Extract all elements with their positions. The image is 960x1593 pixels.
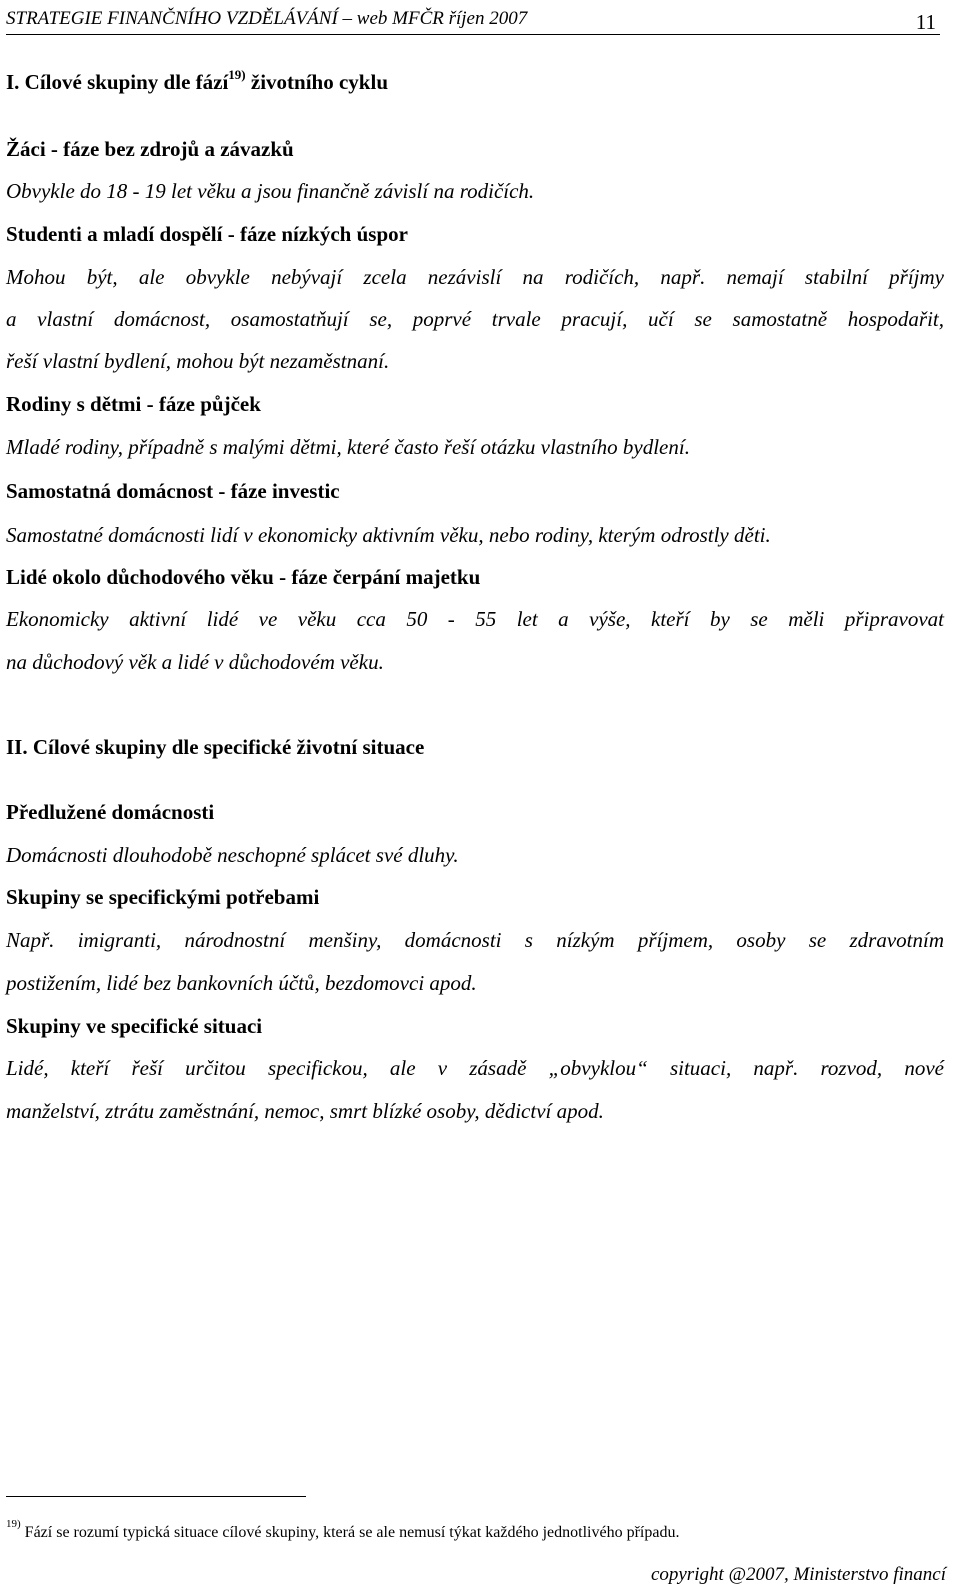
group-text-samostatna: Samostatné domácnosti lidí v ekonomicky aktivním věku, nebo rodiny, kterým odrostly děti. — [6, 523, 771, 547]
group-text-specificke-potreby-2: postižením, lidé bez bankovních účtů, bezdomovci apod. — [6, 971, 477, 995]
section-1-heading-text: I. Cílové skupiny dle fází — [6, 70, 229, 94]
group-text-rodiny: Mladé rodiny, případně s malými dětmi, které často řeší otázku vlastního bydlení. — [6, 435, 690, 459]
footnote-marker: 19) — [6, 1517, 21, 1530]
group-text-predluzene: Domácnosti dlouhodobě neschopné splácet své dluhy. — [6, 843, 459, 867]
group-title-specificka-situace: Skupiny ve specifické situaci — [6, 1014, 263, 1038]
group-text-duchod-1: Ekonomicky aktivní lidé ve věku cca 50 - 55 let a výše, kteří by se měli připravovat — [6, 607, 944, 631]
section-1-heading-suffix: životního cyklu — [245, 70, 388, 94]
page-number: 11 — [915, 10, 936, 34]
header-title: STRATEGIE FINANČNÍHO VZDĚLÁVÁNÍ – web MFČR říjen 2007 — [6, 8, 528, 29]
footnote-text: Fází se rozumí typická situace cílové skupiny, která se ale nemusí týkat každého jednotlivého případu. — [20, 1524, 680, 1541]
group-text-specificke-potreby-1: Např. imigranti, národnostní menšiny, domácnosti s nízkým příjmem, osoby se zdravotním — [6, 928, 944, 952]
group-text-studenti-3: řeší vlastní bydlení, mohou být nezaměstnaní. — [6, 349, 390, 373]
group-text-zaci: Obvykle do 18 - 19 let věku a jsou finančně závislí na rodičích. — [6, 179, 535, 203]
group-title-rodiny: Rodiny s dětmi - fáze půjček — [6, 392, 261, 416]
group-title-specificke-potreby: Skupiny se specifickými potřebami — [6, 885, 320, 909]
footnote-ref[interactable]: 19) — [228, 67, 246, 82]
group-text-duchod-2: na důchodový věk a lidé v důchodovém věku. — [6, 650, 384, 674]
section-1-heading — [6, 69, 944, 95]
group-title-zaci: Žáci - fáze bez zdrojů a závazků — [6, 137, 294, 161]
group-title-predluzene: Předlužené domácnosti — [6, 800, 215, 824]
page-header — [6, 4, 940, 35]
group-title-samostatna: Samostatná domácnost - fáze investic — [6, 479, 340, 503]
section-2-heading: II. Cílové skupiny dle specifické životní situace — [6, 735, 425, 759]
group-title-studenti: Studenti a mladí dospělí - fáze nízkých úspor — [6, 222, 408, 246]
group-text-specificka-situace-1: Lidé, kteří řeší určitou specifickou, ale v zásadě „obvyklou“ situaci, např. rozvod, nové — [6, 1056, 944, 1080]
footnote-separator — [6, 1496, 306, 1497]
group-text-studenti-2: a vlastní domácnost, osamostatňují se, poprvé trvale pracují, učí se samostatně hospodařit, — [6, 307, 944, 331]
footer-copyright: copyright @2007, Ministerstvo financí — [650, 1564, 946, 1585]
group-title-duchod: Lidé okolo důchodového věku - fáze čerpání majetku — [6, 565, 481, 589]
group-text-specificka-situace-2: manželství, ztrátu zaměstnání, nemoc, smrt blízké osoby, dědictví apod. — [6, 1099, 604, 1123]
group-text-studenti-1: Mohou být, ale obvykle nebývají zcela nezávislí na rodičích, např. nemají stabilní příjmy — [6, 265, 944, 289]
footnote — [6, 1517, 680, 1542]
